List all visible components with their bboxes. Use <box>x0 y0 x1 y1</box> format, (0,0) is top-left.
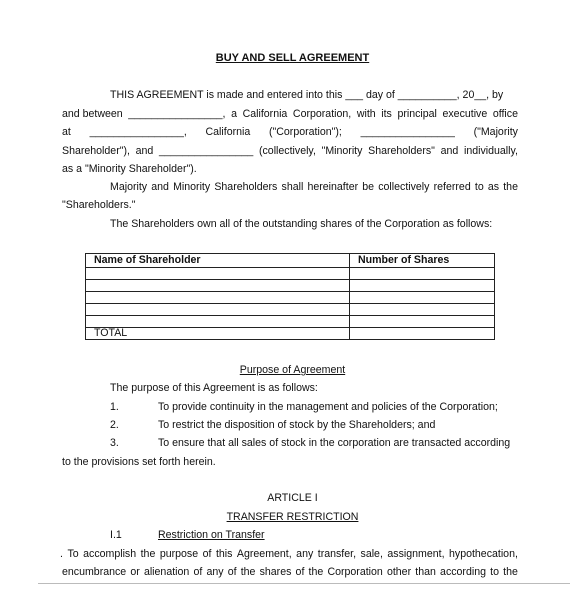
word: shares <box>259 566 292 578</box>
word: ________________, <box>89 126 187 138</box>
word: hereinafter <box>307 181 359 193</box>
word: according <box>440 566 486 578</box>
word: to <box>490 566 499 578</box>
table-cell <box>86 304 350 316</box>
word: of <box>193 566 203 578</box>
table-row <box>86 268 495 280</box>
word: Shareholder"), <box>62 145 130 157</box>
word: accomplish <box>83 548 137 560</box>
word: and <box>135 145 154 157</box>
table-cell <box>86 316 350 328</box>
word: hypothecation, <box>449 548 518 560</box>
table-cell <box>350 280 495 292</box>
table-cell <box>350 292 495 304</box>
purpose-item-3-text: To ensure that all sales of stock in the corporation are transacted according <box>158 437 511 449</box>
table-cell <box>350 316 495 328</box>
word: and between <box>62 108 123 120</box>
word: this <box>215 548 233 560</box>
word: ________________ <box>159 145 254 157</box>
word: than <box>415 566 436 578</box>
word: the <box>240 566 256 578</box>
word: California <box>242 108 288 120</box>
intro-line-8: The Shareholders own all of the outstanding shares of the Corporation as follows: <box>110 218 493 230</box>
header-number-of-shares: Number of Shares <box>350 254 495 268</box>
word: other <box>386 566 412 578</box>
purpose-item-3-number: 3. <box>110 437 119 449</box>
word: ("Corporation"); <box>268 126 342 138</box>
purpose-item-1-text: To provide continuity in the management and policies of the Corporation; <box>158 401 498 413</box>
word: be <box>362 181 375 193</box>
table-total-row <box>86 328 495 340</box>
intro-line-7: "Shareholders." <box>62 199 136 211</box>
word: alienation <box>143 566 190 578</box>
section-number: I.1 <box>110 529 122 541</box>
total-label: TOTAL <box>86 328 350 340</box>
word: at <box>62 126 71 138</box>
intro-line-2 <box>62 108 518 121</box>
word: Majority <box>110 181 148 193</box>
word: Corporation, <box>292 108 352 120</box>
header-name-of-shareholder: Name of Shareholder <box>86 254 350 268</box>
word: and <box>440 145 459 157</box>
word: its <box>381 108 392 120</box>
purpose-lead: The purpose of this Agreement is as follows: <box>110 382 318 394</box>
purpose-heading: Purpose of Agreement <box>239 364 346 376</box>
intro-line-1 <box>110 89 518 102</box>
word: and <box>151 181 169 193</box>
word: any <box>206 566 224 578</box>
word: the <box>308 566 324 578</box>
intro-line-1-text: THIS AGREEMENT is made and entered into this ___ day of __________, 20__, by <box>110 89 504 101</box>
word: encumbrance <box>62 566 127 578</box>
intro-line-3 <box>62 126 518 139</box>
purpose-item-2-number: 2. <box>110 419 119 431</box>
word: Shareholders" <box>368 145 435 157</box>
table-row <box>86 304 495 316</box>
word: of <box>227 566 237 578</box>
word: transfer, <box>317 548 357 560</box>
article-label: ARTICLE I <box>267 492 318 504</box>
word: assignment, <box>387 548 445 560</box>
table-cell <box>86 280 350 292</box>
word: California <box>205 126 251 138</box>
intro-line-6 <box>110 181 518 194</box>
article-body-line-1 <box>60 548 518 561</box>
word: with <box>356 108 376 120</box>
table-cell <box>350 304 495 316</box>
intro-line-5: as a "Minority Shareholder"). <box>62 163 197 175</box>
word: individually, <box>463 145 518 157</box>
word: ________________, <box>128 108 226 120</box>
table-row <box>86 292 495 304</box>
word: Corporation <box>327 566 383 578</box>
purpose-continuation: to the provisions set forth herein. <box>62 456 216 468</box>
document-title: BUY AND SELL AGREEMENT <box>215 52 370 64</box>
table-row <box>86 280 495 292</box>
word: Minority <box>173 181 211 193</box>
purpose-item-2-text: To restrict the disposition of stock by the Shareholders; and <box>158 419 436 431</box>
page-divider <box>38 583 570 584</box>
shareholder-table <box>85 253 495 340</box>
word: ("Majority <box>473 126 518 138</box>
word: To <box>67 548 79 560</box>
word: of <box>295 566 305 578</box>
word: of <box>202 548 212 560</box>
purpose-item-1-number: 1. <box>110 401 119 413</box>
word: executive <box>442 108 488 120</box>
section-title: Restriction on Transfer <box>158 529 265 541</box>
article-heading: TRANSFER RESTRICTION <box>226 511 359 523</box>
total-value <box>350 328 495 340</box>
table-header-row <box>86 254 495 268</box>
word: purpose <box>159 548 199 560</box>
word: the <box>503 181 518 193</box>
word: Shareholders <box>214 181 278 193</box>
word: to <box>474 181 484 193</box>
word: (collectively, <box>258 145 316 157</box>
table-row <box>86 316 495 328</box>
word: or <box>130 566 140 578</box>
word: any <box>296 548 314 560</box>
word: ________________ <box>360 126 455 138</box>
article-body-line-2 <box>62 566 518 579</box>
word: collectively <box>378 181 430 193</box>
word: a <box>231 108 237 120</box>
word: principal <box>397 108 437 120</box>
word: the <box>140 548 156 560</box>
word: as <box>487 181 500 193</box>
word: office <box>492 108 518 120</box>
word: referred <box>433 181 471 193</box>
intro-line-4 <box>62 145 518 158</box>
word: sale, <box>360 548 383 560</box>
word: . <box>60 548 63 560</box>
word: the <box>503 566 518 578</box>
table-cell <box>350 268 495 280</box>
word: "Minority <box>321 145 363 157</box>
word: Agreement, <box>236 548 292 560</box>
word: shall <box>281 181 304 193</box>
table-cell <box>86 292 350 304</box>
table-cell <box>86 268 350 280</box>
